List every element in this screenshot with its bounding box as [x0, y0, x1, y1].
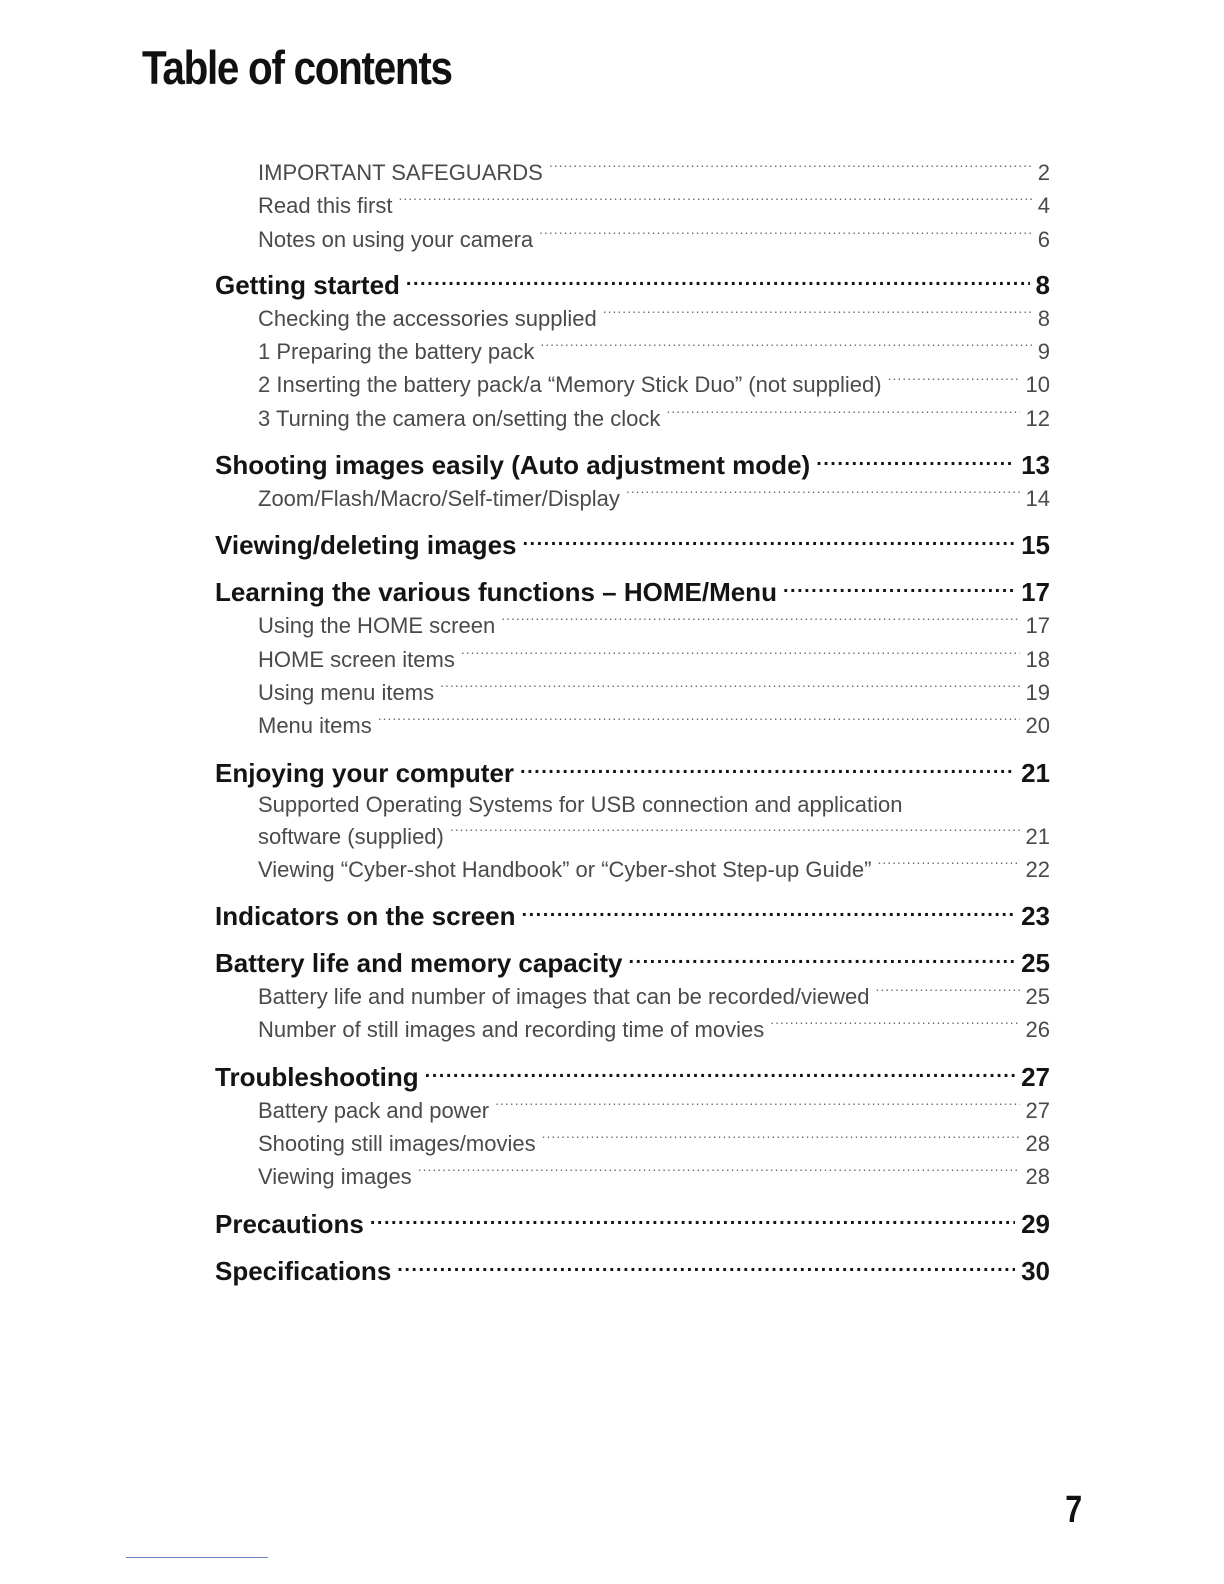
toc-page-number: 14	[1025, 486, 1050, 512]
toc-entry-text: Battery life and memory capacity	[215, 948, 623, 979]
toc-page-number: 26	[1025, 1017, 1050, 1043]
toc-entry-text: HOME screen items	[258, 646, 455, 672]
toc-section-entry[interactable]	[215, 946, 1050, 980]
toc-page-number: 30	[1021, 1255, 1050, 1286]
toc-entry-text: Zoom/Flash/Macro/Self-timer/Display	[258, 486, 620, 512]
toc-subsection-entry[interactable]	[215, 1127, 1050, 1160]
toc-page-number: 25	[1021, 948, 1050, 979]
toc-entry-text: Enjoying your computer	[215, 757, 515, 788]
dot-leader	[520, 756, 1015, 782]
toc-entry-text: Battery pack and power	[258, 1097, 490, 1123]
toc-entry-text: Notes on using your camera	[258, 226, 534, 252]
toc-subsection-entry[interactable]	[215, 820, 1050, 853]
toc-subsection-entry[interactable]	[215, 402, 1050, 435]
toc-entry-text: Battery life and number of images that can be recorded/viewed	[258, 984, 870, 1010]
toc-entry-continued	[215, 790, 1050, 820]
dot-leader	[626, 484, 1020, 506]
toc-page-number: 27	[1021, 1061, 1050, 1092]
toc-subsection-entry[interactable]	[215, 482, 1050, 515]
dot-leader	[501, 611, 1019, 633]
toc-page-number: 2	[1037, 160, 1050, 185]
toc-entry-text: Shooting still images/movies	[258, 1131, 536, 1157]
toc-entry-text: Number of still images and recording time of movies	[258, 1017, 765, 1043]
toc-section-entry[interactable]	[215, 1207, 1050, 1241]
toc-page-number: 6	[1037, 226, 1050, 252]
dot-leader	[522, 899, 1016, 925]
dot-leader	[399, 191, 1032, 213]
toc-entry-text: IMPORTANT SAFEGUARDS	[258, 160, 543, 185]
toc-page-number: 8	[1035, 269, 1050, 300]
footer-rule	[126, 1557, 268, 1558]
toc-entry-text: Troubleshooting	[215, 1061, 419, 1092]
toc-entry-text: 1 Preparing the battery pack	[258, 339, 535, 365]
toc-entry-text: Indicators on the screen	[215, 901, 516, 932]
toc-entry-text: Precautions	[215, 1208, 364, 1239]
dot-leader	[877, 855, 1019, 877]
toc-page-number: 27	[1025, 1097, 1050, 1123]
toc-page-number: 9	[1037, 339, 1050, 365]
dot-leader	[418, 1162, 1020, 1184]
toc-section-entry[interactable]	[215, 756, 1050, 790]
toc-page-number: 28	[1025, 1131, 1050, 1157]
toc-page-number: 28	[1025, 1164, 1050, 1190]
toc-subsection-entry[interactable]	[215, 156, 1050, 189]
toc-page-number: 13	[1021, 450, 1050, 481]
toc-section-entry[interactable]	[215, 268, 1050, 302]
toc-entry-text: Learning the various functions – HOME/Menu	[215, 577, 777, 608]
table-of-contents	[215, 156, 1050, 1288]
toc-subsection-entry[interactable]	[215, 1160, 1050, 1193]
toc-entry-text: Supported Operating Systems for USB connection and application	[258, 791, 903, 817]
toc-subsection-entry[interactable]	[215, 676, 1050, 709]
dot-leader	[549, 158, 1032, 180]
dot-leader	[540, 337, 1031, 359]
toc-entry-text: 3 Turning the camera on/setting the clock	[258, 405, 661, 431]
dot-leader	[450, 822, 1020, 844]
toc-entry-text: software (supplied)	[258, 823, 444, 849]
toc-page-number: 17	[1021, 577, 1050, 608]
toc-page-number: 12	[1025, 405, 1050, 431]
toc-entry-text: Read this first	[258, 193, 393, 219]
toc-page-number: 21	[1021, 757, 1050, 788]
toc-section-entry[interactable]	[215, 448, 1050, 482]
toc-entry-text: 2 Inserting the battery pack/a “Memory Stick Duo” (not supplied)	[258, 372, 882, 398]
toc-subsection-entry[interactable]	[215, 980, 1050, 1013]
dot-leader	[888, 370, 1020, 392]
dot-leader	[440, 678, 1019, 700]
dot-leader	[783, 575, 1015, 601]
toc-subsection-entry[interactable]	[215, 609, 1050, 642]
dot-leader	[770, 1015, 1019, 1037]
toc-entry-text: Getting started	[215, 269, 400, 300]
toc-page-number: 29	[1021, 1208, 1050, 1239]
dot-leader	[370, 1207, 1015, 1233]
toc-subsection-entry[interactable]	[215, 853, 1050, 886]
toc-subsection-entry[interactable]	[215, 335, 1050, 368]
toc-subsection-entry[interactable]	[215, 1013, 1050, 1046]
toc-entry-text: Shooting images easily (Auto adjustment mode)	[215, 450, 811, 481]
toc-subsection-entry[interactable]	[215, 368, 1050, 401]
dot-leader	[425, 1060, 1015, 1086]
toc-section-entry[interactable]	[215, 528, 1050, 562]
toc-entry-text: Menu items	[258, 713, 372, 739]
toc-page-number: 25	[1025, 984, 1050, 1010]
page-title: Table of contents	[142, 41, 452, 94]
toc-entry-text: Viewing “Cyber-shot Handbook” or “Cyber-shot Step-up Guide”	[258, 856, 872, 882]
toc-page-number: 15	[1021, 530, 1050, 561]
toc-section-entry[interactable]	[215, 575, 1050, 609]
dot-leader	[542, 1129, 1020, 1151]
toc-subsection-entry[interactable]	[215, 223, 1050, 256]
toc-section-entry[interactable]	[215, 1254, 1050, 1288]
toc-subsection-entry[interactable]	[215, 189, 1050, 222]
toc-page-number: 20	[1025, 713, 1050, 739]
toc-entry-text: Viewing/deleting images	[215, 530, 517, 561]
toc-entry-text: Using the HOME screen	[258, 613, 496, 639]
dot-leader	[378, 711, 1020, 733]
toc-page-number: 21	[1025, 823, 1050, 849]
toc-section-entry[interactable]	[215, 899, 1050, 933]
toc-subsection-entry[interactable]	[215, 643, 1050, 676]
page-number: 7	[1065, 1489, 1082, 1531]
toc-subsection-entry[interactable]	[215, 302, 1050, 335]
dot-leader	[666, 404, 1019, 426]
dot-leader	[875, 982, 1019, 1004]
dot-leader	[539, 225, 1032, 247]
dot-leader	[495, 1096, 1019, 1118]
toc-page-number: 10	[1025, 372, 1050, 398]
toc-page-number: 19	[1025, 679, 1050, 705]
toc-section-entry[interactable]	[215, 1060, 1050, 1094]
dot-leader	[816, 448, 1015, 474]
toc-page-number: 22	[1025, 856, 1050, 882]
toc-entry-text: Checking the accessories supplied	[258, 305, 597, 331]
toc-subsection-entry[interactable]	[215, 1094, 1050, 1127]
toc-entry-text: Viewing images	[258, 1164, 412, 1190]
dot-leader	[461, 645, 1020, 667]
toc-page-number: 4	[1037, 193, 1050, 219]
dot-leader	[397, 1254, 1015, 1280]
dot-leader	[603, 304, 1032, 326]
toc-entry-text: Specifications	[215, 1255, 392, 1286]
toc-page-number: 17	[1025, 613, 1050, 639]
dot-leader	[406, 268, 1030, 294]
toc-page-number: 8	[1037, 305, 1050, 331]
dot-leader	[523, 528, 1016, 554]
toc-page-number: 23	[1021, 901, 1050, 932]
dot-leader	[629, 946, 1016, 972]
toc-subsection-entry[interactable]	[215, 709, 1050, 742]
toc-entry-text: Using menu items	[258, 679, 435, 705]
toc-page-number: 18	[1025, 646, 1050, 672]
